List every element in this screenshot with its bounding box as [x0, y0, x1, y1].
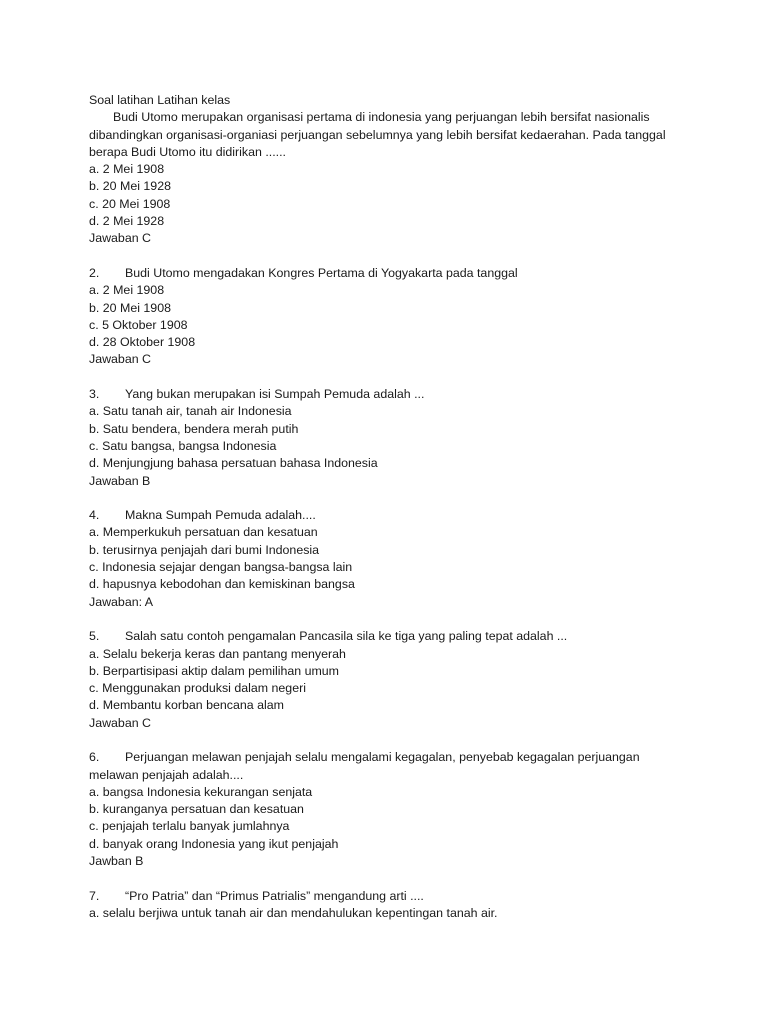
question-7-text: “Pro Patria” dan “Primus Patrialis” mengandung arti .... — [125, 888, 424, 903]
document-page — [89, 92, 689, 922]
question-4-option-a: a. Memperkukuh persatuan dan kesatuan — [89, 525, 318, 540]
question-7-option-a: a. selalu berjiwa untuk tanah air dan mendahulukan kepentingan tanah air. — [89, 905, 498, 920]
question-6-number: 6. — [89, 750, 100, 765]
question-3 — [89, 386, 689, 490]
question-4-option-c: c. Indonesia sejajar dengan bangsa-bangsa lain — [89, 560, 353, 575]
question-1-text-line-3: berapa Budi Utomo itu didirikan ...... — [89, 144, 286, 159]
question-6 — [89, 749, 689, 870]
question-6-option-b: b. kuranganya persatuan dan kesatuan — [89, 802, 304, 817]
question-2 — [89, 265, 689, 369]
question-3-text: Yang bukan merupakan isi Sumpah Pemuda adalah ... — [125, 387, 425, 402]
question-1-text-line-1: Budi Utomo merupakan organisasi pertama di indonesia yang perjuangan lebih bersifat nasionalis — [113, 110, 650, 125]
question-2-option-c: c. 5 Oktober 1908 — [89, 317, 188, 332]
question-2-option-a: a. 2 Mei 1908 — [89, 283, 165, 298]
question-1-option-d: d. 2 Mei 1928 — [89, 214, 165, 229]
question-4-text: Makna Sumpah Pemuda adalah.... — [125, 508, 316, 523]
question-6-answer: Jawban B — [89, 854, 144, 869]
question-4-option-d: d. hapusnya kebodohan dan kemiskinan bangsa — [89, 577, 355, 592]
question-5-answer: Jawaban C — [89, 715, 151, 730]
question-1-option-c: c. 20 Mei 1908 — [89, 196, 171, 211]
question-5-option-c: c. Menggunakan produksi dalam negeri — [89, 681, 306, 696]
question-4 — [89, 507, 689, 611]
question-1-option-b: b. 20 Mei 1928 — [89, 179, 171, 194]
question-6-option-d: d. banyak orang Indonesia yang ikut penjajah — [89, 836, 339, 851]
question-6-option-a: a. bangsa Indonesia kekurangan senjata — [89, 784, 313, 799]
question-4-answer: Jawaban: A — [89, 594, 154, 609]
question-3-option-a: a. Satu tanah air, tanah air Indonesia — [89, 404, 292, 419]
question-7-stem — [89, 888, 689, 905]
question-5-text: Salah satu contoh pengamalan Pancasila sila ke tiga yang paling tepat adalah ... — [125, 629, 568, 644]
question-3-number: 3. — [89, 387, 100, 402]
question-2-option-b: b. 20 Mei 1908 — [89, 300, 171, 315]
question-6-text-line-2: melawan penjajah adalah.... — [89, 767, 244, 782]
question-6-option-c: c. penjajah terlalu banyak jumlahnya — [89, 819, 290, 834]
question-3-option-c: c. Satu bangsa, bangsa Indonesia — [89, 438, 277, 453]
question-6-text-line-1: Perjuangan melawan penjajah selalu mengalami kegagalan, penyebab kegagalan perjuangan — [125, 750, 640, 765]
question-3-option-b: b. Satu bendera, bendera merah putih — [89, 421, 299, 436]
question-4-number: 4. — [89, 508, 100, 523]
question-1 — [89, 109, 689, 247]
question-5-number: 5. — [89, 629, 100, 644]
document-title: Soal latihan Latihan kelas — [89, 93, 231, 107]
question-1-answer: Jawaban C — [89, 231, 151, 246]
question-2-number: 2. — [89, 265, 100, 280]
question-2-answer: Jawaban C — [89, 352, 151, 367]
question-1-text-line-2: dibandingkan organisasi-organiasi perjuangan sebelumnya yang lebih bersifat kedaerahan. Pada tanggal — [89, 127, 666, 142]
question-1-option-a: a. 2 Mei 1908 — [89, 162, 165, 177]
question-3-option-d: d. Menjungjung bahasa persatuan bahasa Indonesia — [89, 456, 378, 471]
question-3-answer: Jawaban B — [89, 473, 151, 488]
question-5-option-b: b. Berpartisipasi aktip dalam pemilihan umum — [89, 663, 339, 678]
question-2-text: Budi Utomo mengadakan Kongres Pertama di Yogyakarta pada tanggal — [125, 265, 518, 280]
question-5-option-a: a. Selalu bekerja keras dan pantang menyerah — [89, 646, 346, 661]
question-7-number: 7. — [89, 888, 100, 903]
question-4-stem — [89, 507, 689, 524]
question-7 — [89, 888, 689, 923]
question-6-stem — [89, 749, 689, 766]
question-2-option-d: d. 28 Oktober 1908 — [89, 335, 196, 350]
question-5-option-d: d. Membantu korban bencana alam — [89, 698, 284, 713]
question-5 — [89, 628, 689, 732]
question-3-stem — [89, 386, 689, 403]
question-5-stem — [89, 628, 689, 645]
question-4-option-b: b. terusirnya penjajah dari bumi Indonesia — [89, 542, 320, 557]
question-2-stem — [89, 265, 689, 282]
